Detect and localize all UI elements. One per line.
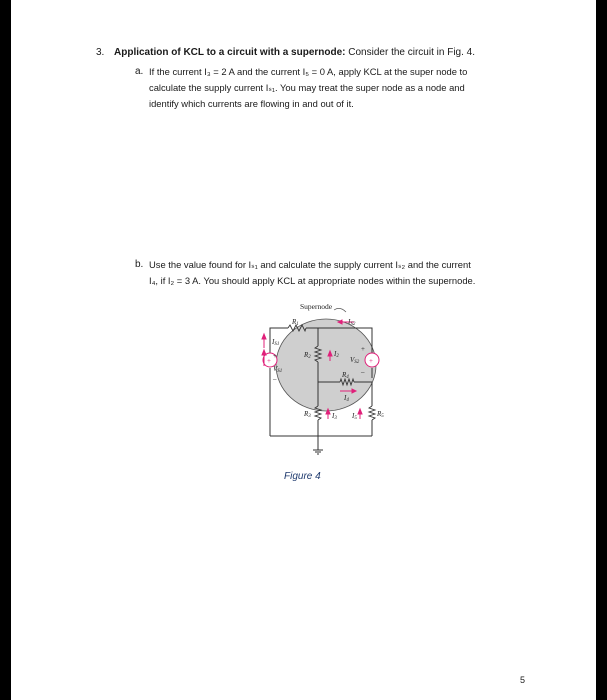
- label-i2: I2: [334, 350, 339, 359]
- page-number: 5: [520, 675, 526, 685]
- vs2-minus-label: –: [361, 368, 365, 376]
- part-b-line-2: I₄, if I₂ = 3 A. You should apply KCL at appropriate nodes within the supernode.: [149, 275, 476, 286]
- ground-icon: [313, 450, 323, 454]
- label-r1: R1: [292, 318, 299, 327]
- label-is1: IS1: [272, 338, 280, 347]
- label-i4: I4: [344, 394, 349, 403]
- part-b-line-1: Use the value found for Iₛ₁ and calculate the supply current Iₛ₂ and the current: [149, 259, 471, 270]
- label-i3: I3: [332, 412, 337, 421]
- vs1-plus-label: +: [273, 352, 277, 360]
- label-r3: R3: [304, 410, 311, 419]
- question-number: 3.: [96, 47, 105, 58]
- supernode-region: [276, 319, 376, 411]
- part-a-letter: a.: [135, 66, 144, 77]
- question-title: [114, 47, 475, 58]
- supernode-pointer: [334, 308, 346, 312]
- supernode-label: Supernode: [300, 302, 333, 311]
- vs1-minus-label: –: [273, 375, 277, 383]
- question-title-bold: Application of KCL to a circuit with a supernode:: [114, 47, 346, 58]
- circuit-diagram: [256, 298, 396, 464]
- label-vs1: VS1: [273, 365, 283, 374]
- resistor-r5: [369, 406, 375, 420]
- part-a-line-3: identify which currents are flowing in and out of it.: [149, 98, 354, 109]
- vs1-plus: +: [267, 357, 271, 365]
- vs2-plus-label: +: [361, 345, 365, 353]
- question-title-rest: Consider the circuit in Fig. 4.: [345, 47, 475, 58]
- figure-caption: Figure 4: [284, 471, 321, 482]
- label-r5: R5: [377, 410, 384, 419]
- label-vs2: VS2: [350, 356, 360, 365]
- vs2-plus-inner: +: [369, 357, 373, 365]
- label-r2: R2: [304, 351, 311, 360]
- label-r4: R4: [342, 371, 349, 380]
- part-a-line-2: calculate the supply current Iₛ₁. You may treat the super node as a node and: [149, 82, 465, 93]
- part-b-letter: b.: [135, 259, 144, 270]
- part-a-line-1: If the current I₃ = 2 A and the current I₅ = 0 A, apply KCL at the super node to: [149, 66, 468, 77]
- label-is2: IS2: [348, 318, 356, 327]
- label-i5: I5: [352, 412, 357, 421]
